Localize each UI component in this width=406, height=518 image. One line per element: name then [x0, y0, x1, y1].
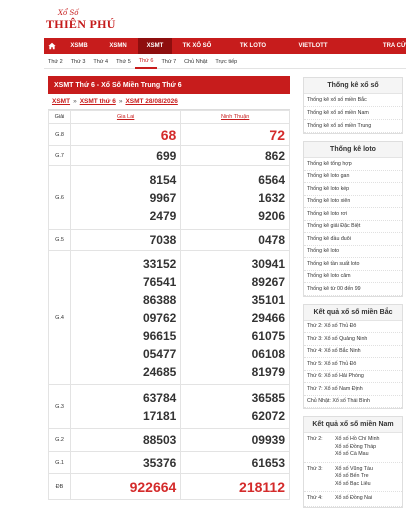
table-row: [49, 474, 290, 500]
results-body: [49, 124, 290, 500]
panel-list: [304, 433, 402, 507]
result-cell: [181, 146, 290, 166]
province-link[interactable]: Xổ số Đồng Nai: [335, 495, 373, 501]
province-links: [335, 466, 373, 489]
subnav-thu-5[interactable]: Thứ 5: [116, 58, 131, 65]
result-number: 62072: [251, 408, 285, 423]
list-item: [304, 433, 402, 463]
result-number: 88503: [142, 433, 177, 447]
results-table: [48, 110, 290, 500]
result-cell: [71, 146, 181, 166]
panel-title: Kết quả xổ số miền Nam: [304, 417, 402, 433]
result-number: 9967: [149, 190, 177, 205]
result-number: 61075: [251, 328, 285, 343]
sidebar-link[interactable]: Thống kê xổ số miền Nam: [304, 107, 402, 120]
sidebar-link[interactable]: Thống kê loto gan: [304, 171, 402, 184]
result-number: 922664: [129, 478, 177, 495]
sidebar-link[interactable]: Thống kê loto: [304, 246, 402, 259]
result-cell: [71, 166, 181, 230]
subnav-truc-tiep[interactable]: Trực tiếp: [215, 58, 238, 65]
result-number: 7038: [149, 233, 177, 247]
header-gia-lai[interactable]: Gia Lai: [71, 111, 181, 124]
result-cell: [181, 452, 290, 474]
sidebar-link[interactable]: Thứ 3: Xổ số Quảng Ninh: [304, 333, 402, 346]
header-ninh-thuan[interactable]: Ninh Thuận: [181, 111, 290, 124]
breadcrumb-separator: »: [118, 98, 123, 105]
sidebar-link[interactable]: Thứ 7: Xổ số Nam Định: [304, 383, 402, 396]
nav-xsmn[interactable]: XSMN: [109, 43, 127, 49]
result-number: 35376: [142, 455, 177, 470]
table-row: [49, 452, 290, 474]
result-number: 09762: [142, 310, 177, 325]
subnav-thu-2[interactable]: Thứ 2: [48, 58, 63, 65]
panel-list: [304, 94, 402, 133]
sidebar: [303, 77, 403, 515]
prize-label: G.6: [49, 166, 71, 230]
result-cell: [71, 385, 181, 429]
panel-tk-loto: [303, 141, 403, 297]
weekday-label: Thứ 2:: [307, 436, 323, 442]
result-number: 06108: [251, 346, 285, 361]
table-row: [49, 230, 290, 251]
sidebar-link[interactable]: Thứ 4: Xổ số Bắc Ninh: [304, 346, 402, 359]
header-prize: Giải: [49, 111, 71, 124]
prize-label: G.5: [49, 230, 71, 251]
subnav-thu-4[interactable]: Thứ 4: [93, 58, 109, 65]
prize-label: G.7: [49, 146, 71, 166]
sidebar-link[interactable]: Thống kê loto xiên: [304, 196, 402, 209]
result-number: 33152: [142, 256, 177, 271]
province-link[interactable]: Xổ số Bến Tre: [335, 473, 369, 479]
result-cell: [71, 474, 181, 500]
panel-kq-mb: [303, 304, 403, 410]
sidebar-link[interactable]: Thống kê loto kép: [304, 183, 402, 196]
result-number: 36585: [251, 390, 285, 405]
list-item: [304, 463, 402, 493]
panel-title: Thống kê loto: [304, 142, 402, 158]
result-number: 96615: [142, 328, 177, 343]
province-links: [335, 495, 372, 503]
result-number: 35101: [251, 292, 285, 307]
table-row: [49, 146, 290, 166]
results-title: XSMT Thứ 6 - Xổ Số Miền Trung Thứ 6: [48, 76, 290, 94]
panel-list: [304, 158, 402, 296]
result-number: 09939: [251, 433, 285, 447]
results-panel: [48, 76, 290, 500]
subnav-thu-7[interactable]: Thứ 7: [161, 58, 177, 65]
sidebar-link[interactable]: Thứ 6: Xổ số Hải Phòng: [304, 371, 402, 384]
result-cell: [181, 474, 290, 500]
breadcrumb-separator: »: [73, 98, 77, 105]
result-cell: [71, 230, 181, 251]
sidebar-link[interactable]: Thống kê loto câm: [304, 271, 402, 284]
table-row: [49, 124, 290, 146]
result-cell: [71, 124, 181, 146]
table-row: [49, 429, 290, 452]
result-cell: [71, 429, 181, 452]
site-header: [0, 0, 406, 38]
result-number: 05477: [142, 346, 177, 361]
result-cell: [181, 166, 290, 230]
result-number: 699: [156, 148, 177, 163]
panel-title: Kết quả xổ số miền Bắc: [304, 305, 402, 321]
sub-nav: [44, 55, 406, 69]
province-link[interactable]: Xổ số Vũng Tàu: [335, 465, 373, 472]
table-row: [49, 385, 290, 429]
result-number: 218112: [239, 478, 285, 495]
result-number: 6564: [258, 172, 285, 187]
sidebar-link[interactable]: Thống kê đầu đuôi: [304, 233, 402, 246]
result-number: 86388: [142, 292, 177, 307]
nav-tra-cuu[interactable]: TRA CỨ: [382, 43, 406, 49]
breadcrumb-xsmt-thu6[interactable]: XSMT thứ 6: [79, 98, 116, 105]
result-number: 9206: [258, 208, 285, 223]
result-number: 8154: [149, 172, 177, 187]
panel-list: [304, 321, 402, 409]
top-nav: [44, 38, 406, 54]
result-cell: [181, 385, 290, 429]
result-number: 862: [264, 148, 285, 163]
table-row: [49, 166, 290, 230]
prize-label: G.8: [49, 124, 71, 146]
breadcrumb: [48, 94, 290, 110]
weekday-label: Thứ 3:: [307, 465, 323, 472]
sidebar-link[interactable]: Chủ Nhật: Xổ số Thái Bình: [304, 396, 402, 409]
result-number: 17181: [142, 408, 177, 423]
result-cell: [181, 251, 290, 385]
result-number: 63784: [142, 390, 177, 405]
result-cell: [181, 429, 290, 452]
result-number: 2479: [149, 208, 177, 223]
site-logo[interactable]: [46, 9, 116, 33]
sidebar-link[interactable]: Thống kê xổ số miền Bắc: [304, 94, 402, 107]
home-icon[interactable]: [44, 38, 60, 54]
breadcrumb-date[interactable]: XSMT 28/08/2026: [125, 98, 178, 105]
prize-label: ĐB: [49, 474, 71, 500]
result-number: 1632: [258, 190, 285, 205]
sidebar-link[interactable]: Thống kê từ 00 đến 99: [304, 283, 402, 296]
sidebar-link[interactable]: Thứ 2: Xổ số Thủ Đô: [304, 321, 402, 334]
province-link[interactable]: Xổ số Đồng Tháp: [335, 443, 377, 450]
result-cell: [71, 251, 181, 385]
province-link[interactable]: Xổ số Bạc Liêu: [335, 480, 371, 487]
province-links: [335, 436, 379, 459]
sidebar-link[interactable]: Thống kê tổng hợp: [304, 158, 402, 171]
sidebar-link[interactable]: Thứ 5: Xổ số Thủ Đô: [304, 358, 402, 371]
nav-xsmb[interactable]: XSMB: [70, 43, 88, 49]
result-number: 0478: [258, 233, 285, 247]
result-cell: [181, 124, 290, 146]
result-cell: [71, 452, 181, 474]
panel-tk-xoso: [303, 77, 403, 134]
nav-tk-loto[interactable]: TK LOTO: [239, 43, 267, 49]
results-header-row: [49, 111, 290, 124]
result-number: 68: [160, 126, 177, 143]
panel-title: Thống kê xổ số: [304, 78, 402, 94]
sidebar-link[interactable]: Thống kê loto rơi: [304, 208, 402, 221]
prize-label: G.1: [49, 452, 71, 474]
province-link[interactable]: Xổ số Hồ Chí Minh: [335, 436, 380, 442]
logo-small-text: Xổ Số: [58, 9, 79, 17]
table-row: [49, 251, 290, 385]
result-number: 30941: [251, 256, 285, 271]
subnav-thu-3[interactable]: Thứ 3: [70, 58, 86, 65]
panel-kq-mn: [303, 416, 403, 508]
weekday-label: Thứ 4:: [307, 495, 323, 501]
sidebar-link[interactable]: Thống kê xổ số miền Trung: [304, 120, 402, 133]
nav-tk-xoso[interactable]: TK XỔ SỐ: [182, 43, 212, 49]
result-number: 76541: [142, 274, 177, 289]
result-number: 81979: [251, 364, 285, 379]
prize-label: G.4: [49, 251, 71, 385]
sidebar-link[interactable]: Thống kê giải Đặc Biệt: [304, 221, 402, 234]
list-item: [304, 492, 402, 507]
result-number: 72: [269, 126, 285, 143]
result-number: 89267: [251, 274, 285, 289]
result-number: 24685: [142, 364, 177, 379]
nav-vietlott[interactable]: VIETLOTT: [298, 43, 328, 49]
prize-label: G.3: [49, 385, 71, 429]
result-number: 61653: [251, 455, 285, 470]
subnav-thu-6[interactable]: Thứ 6: [135, 55, 158, 69]
nav-xsmt[interactable]: XSMT: [138, 38, 172, 54]
breadcrumb-xsmt[interactable]: XSMT: [52, 98, 71, 105]
prize-label: G.2: [49, 429, 71, 452]
result-cell: [181, 230, 290, 251]
subnav-chu-nhat[interactable]: Chủ Nhật: [184, 58, 208, 65]
province-link[interactable]: Xổ số Cà Mau: [335, 451, 369, 457]
result-number: 29466: [251, 310, 285, 325]
sidebar-link[interactable]: Thống kê tần suất loto: [304, 258, 402, 271]
logo-big-text: THIÊN PHÚ: [46, 17, 116, 31]
